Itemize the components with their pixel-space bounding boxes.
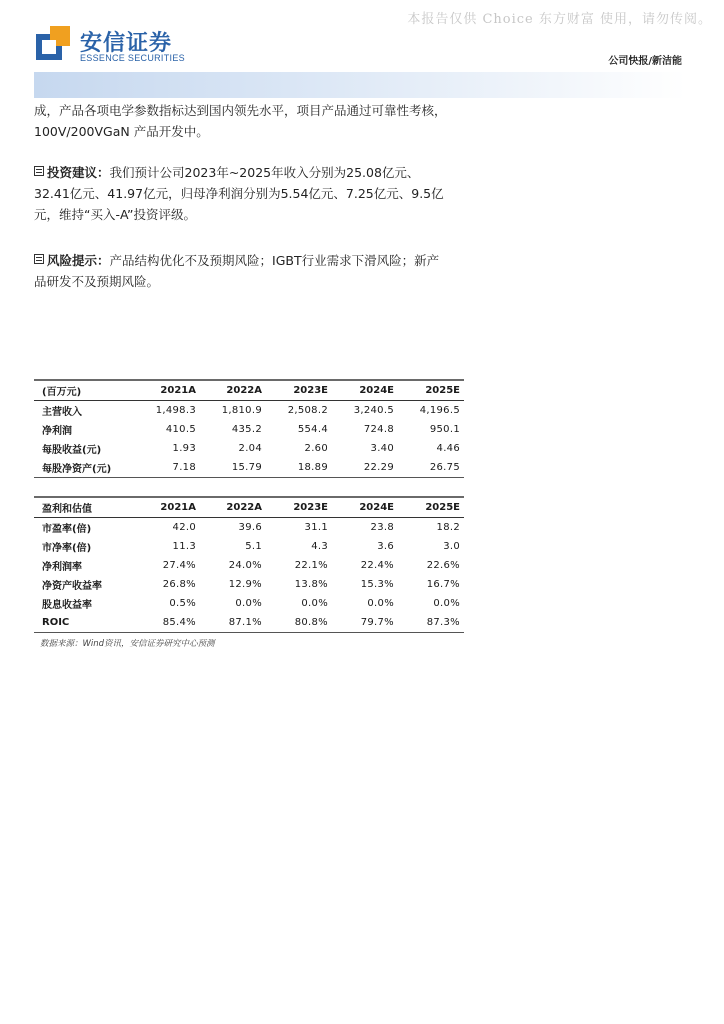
- row-label: 净资产收益率: [42, 581, 102, 592]
- table-cell: 11.3: [172, 541, 196, 552]
- table-cell: 39.6: [238, 522, 262, 533]
- table-row: [34, 458, 464, 478]
- table-header-row: [34, 380, 464, 401]
- table-row: [34, 575, 464, 594]
- logo-en-text: ESSENCE SECURITIES: [80, 53, 185, 63]
- table-cell: 22.4%: [360, 560, 394, 571]
- table-cell: 1.93: [172, 443, 196, 454]
- table-cell: 15.79: [231, 462, 262, 473]
- table-cell: 4,196.5: [419, 405, 460, 416]
- table-header-cell: 2024E: [359, 502, 394, 513]
- table-cell: 22.29: [363, 462, 394, 473]
- table-header-cell: 2021A: [160, 502, 196, 513]
- table-cell: 0.0%: [235, 598, 262, 609]
- table-header-row: [34, 497, 464, 518]
- table-cell: 87.3%: [426, 617, 460, 628]
- table-cell: 4.3: [311, 541, 328, 552]
- table-cell: 724.8: [363, 424, 394, 435]
- table-header-cell: 2023E: [293, 502, 328, 513]
- table-cell: 26.8%: [162, 579, 196, 590]
- table-cell: 22.6%: [426, 560, 460, 571]
- table-cell: 87.1%: [228, 617, 262, 628]
- table-cell: 554.4: [297, 424, 328, 435]
- logo-square-icon: [36, 26, 72, 62]
- table-cell: 85.4%: [162, 617, 196, 628]
- table-row: [34, 613, 464, 633]
- investment-advice-body: 我们预计公司2023年~2025年收入分别为25.08亿元、32.41亿元、41.97亿元，归母净利润分别为5.54亿元、7.25亿元、9.5亿元，维持“买入-A”投资评级。: [34, 165, 444, 222]
- table-row: [34, 401, 464, 421]
- table-cell: 18.2: [436, 522, 460, 533]
- row-label: 股息收益率: [42, 600, 92, 611]
- table-row: [34, 420, 464, 439]
- table-cell: 7.18: [172, 462, 196, 473]
- table-header-cell: 2024E: [359, 385, 394, 396]
- table-cell: 3,240.5: [353, 405, 394, 416]
- table-row: [34, 594, 464, 613]
- table-cell: 2,508.2: [287, 405, 328, 416]
- table-cell: 1,498.3: [155, 405, 196, 416]
- table-cell: 23.8: [370, 522, 394, 533]
- row-label: ROIC: [42, 617, 70, 628]
- list-bullet-icon: [34, 166, 44, 176]
- row-label: 净利润: [42, 426, 72, 437]
- row-label: 市盈率(倍): [42, 524, 92, 535]
- table-row: [34, 537, 464, 556]
- company-logo: [36, 26, 236, 66]
- row-label: 每股收益(元): [42, 445, 102, 456]
- table-header-cell: (百万元): [42, 387, 82, 398]
- table-cell: 2.60: [304, 443, 328, 454]
- table-cell: 22.1%: [294, 560, 328, 571]
- data-source-note: 数据来源：Wind资讯，安信证券研究中心预测: [40, 639, 215, 649]
- row-label: 每股净资产(元): [42, 464, 112, 475]
- list-bullet-icon: [34, 254, 44, 264]
- table-cell: 0.0%: [301, 598, 328, 609]
- report-type-label: 公司快报/新洁能: [608, 56, 682, 67]
- table-header-cell: 2025E: [425, 502, 460, 513]
- risk-warning-body: 产品结构优化不及预期风险；IGBT行业需求下滑风险；新产品研发不及预期风险。: [34, 253, 440, 289]
- financial-summary-table: [34, 379, 464, 478]
- row-label: 主营收入: [42, 407, 82, 418]
- table-cell: 79.7%: [360, 617, 394, 628]
- table-cell: 3.40: [370, 443, 394, 454]
- intro-paragraph: 成，产品各项电学参数指标达到国内领先水平，项目产品通过可靠性考核，100V/200VGaN 产品开发中。: [34, 103, 447, 139]
- table-cell: 0.5%: [169, 598, 196, 609]
- table-cell: 2.04: [238, 443, 262, 454]
- watermark: 本报告仅供 Choice 东方财富 使用，请勿传阅。: [407, 12, 712, 27]
- table-header-cell: 2023E: [293, 385, 328, 396]
- table-cell: 27.4%: [162, 560, 196, 571]
- table-cell: 15.3%: [360, 579, 394, 590]
- table-cell: 26.75: [429, 462, 460, 473]
- table-cell: 435.2: [231, 424, 262, 435]
- table-cell: 31.1: [304, 522, 328, 533]
- table-header-cell: 盈利和估值: [42, 504, 92, 515]
- table-row: [34, 439, 464, 458]
- table-cell: 4.46: [436, 443, 460, 454]
- table-cell: 3.6: [377, 541, 394, 552]
- table-cell: 0.0%: [367, 598, 394, 609]
- table-cell: 80.8%: [294, 617, 328, 628]
- header-band: [34, 72, 686, 98]
- table-header-cell: 2022A: [226, 385, 262, 396]
- table-header-cell: 2022A: [226, 502, 262, 513]
- row-label: 市净率(倍): [42, 543, 92, 554]
- risk-warning-title: 风险提示：: [47, 253, 110, 268]
- table-cell: 950.1: [429, 424, 460, 435]
- table-cell: 410.5: [165, 424, 196, 435]
- table-cell: 24.0%: [228, 560, 262, 571]
- logo-cn-text: 安信证券: [80, 31, 173, 56]
- table-cell: 0.0%: [433, 598, 460, 609]
- table-cell: 5.1: [245, 541, 262, 552]
- table-cell: 12.9%: [228, 579, 262, 590]
- table-cell: 42.0: [172, 522, 196, 533]
- table-cell: 3.0: [443, 541, 460, 552]
- row-label: 净利润率: [42, 562, 82, 573]
- table-cell: 18.89: [297, 462, 328, 473]
- table-header-cell: 2021A: [160, 385, 196, 396]
- table-row: [34, 518, 464, 538]
- risk-warning-paragraph: [34, 250, 449, 292]
- investment-advice-paragraph: [34, 162, 449, 225]
- table-header-cell: 2025E: [425, 385, 460, 396]
- table-row: [34, 556, 464, 575]
- valuation-table: [34, 496, 464, 633]
- investment-advice-title: 投资建议：: [47, 165, 110, 180]
- table-cell: 16.7%: [426, 579, 460, 590]
- table-cell: 1,810.9: [221, 405, 262, 416]
- table-cell: 13.8%: [294, 579, 328, 590]
